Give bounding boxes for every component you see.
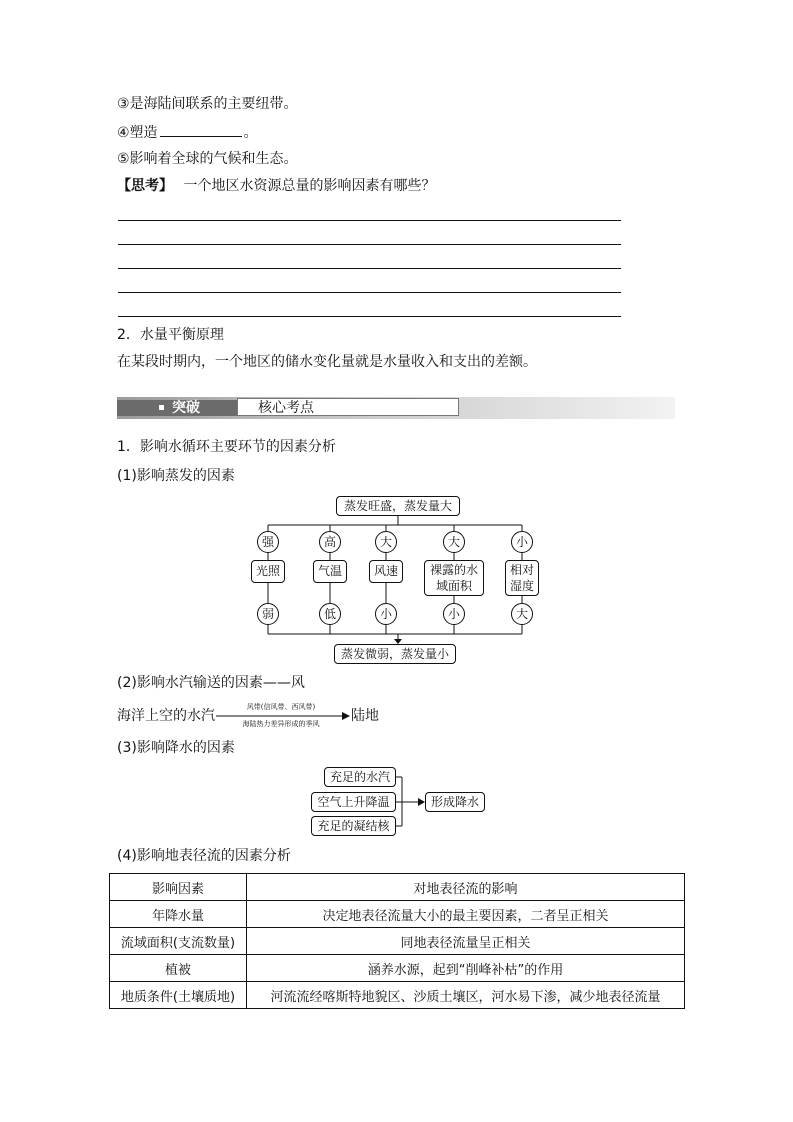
evap-high-circle: 大 <box>375 531 397 553</box>
evap-low-circle: 小 <box>375 603 397 625</box>
evap-factor-label: 域面积 <box>435 579 472 593</box>
intro-line-3: ③是海陆间联系的主要纽带。 <box>117 96 298 112</box>
evap-high-circle: 高 <box>319 531 341 553</box>
table-header-row <box>110 874 685 901</box>
intro-line-5: ⑤影响着全球的气候和生态。 <box>117 151 298 167</box>
evap-factor-label: 光照 <box>255 564 280 578</box>
line4-prefix: ④塑造 <box>117 125 158 141</box>
precip-cause-2: 空气上升降温 <box>311 792 396 812</box>
section2-body: 在某段时期内，一个地区的储水变化量就是水量收入和支出的差额。 <box>117 354 537 370</box>
evap-low-circle: 低 <box>319 603 341 625</box>
vapor-upper-label: 风带(信风带、西风带) <box>246 703 316 711</box>
table-cell: 决定地表径流量大小的最主要因素，二者呈正相关 <box>247 901 685 928</box>
banner-right: 核心考点 <box>237 398 459 416</box>
runoff-table <box>109 873 685 1009</box>
table-cell: 地质条件(土壤质地) <box>110 982 247 1009</box>
evap-factor-label: 相对 <box>509 563 534 577</box>
vapor-lower-label: 海陆热力差异形成的季风 <box>242 720 320 728</box>
evap-subheading: (1)影响蒸发的因素 <box>117 468 235 484</box>
evap-low-box: 蒸发微弱，蒸发量小 <box>334 644 456 664</box>
evap-factor-label: 气温 <box>317 564 342 578</box>
evap-low-circle: 大 <box>511 603 533 625</box>
factors-heading: 1．影响水循环主要环节的因素分析 <box>117 439 336 455</box>
precip-subheading: (3)影响降水的因素 <box>117 740 235 756</box>
table-cell: 植被 <box>110 955 247 982</box>
vapor-subheading: (2)影响水汽输送的因素——风 <box>117 675 305 691</box>
table-row <box>110 928 685 955</box>
table-row <box>110 901 685 928</box>
precip-result: 形成降水 <box>425 792 485 812</box>
table-cell: 同地表径流量呈正相关 <box>247 928 685 955</box>
table-cell: 流域面积(支流数量) <box>110 928 247 955</box>
precip-cause-1: 充足的水汽 <box>324 767 396 787</box>
table-row <box>110 982 685 1009</box>
line4-suffix: 。 <box>243 125 258 141</box>
precip-cause-3: 充足的凝结核 <box>311 816 396 836</box>
evap-factor-label: 风速 <box>373 564 398 578</box>
think-text: 一个地区水资源总量的影响因素有哪些？ <box>183 178 436 194</box>
evap-high-circle: 大 <box>443 531 465 553</box>
evap-factor-label: 裸露的水 <box>429 563 478 577</box>
table-header-cell: 对地表径流的影响 <box>247 874 685 901</box>
vapor-destination: 陆地 <box>351 708 379 724</box>
evap-high-circle: 强 <box>257 531 279 553</box>
table-header-cell: 影响因素 <box>110 874 247 901</box>
table-cell: 年降水量 <box>110 901 247 928</box>
evap-high-circle: 小 <box>511 531 533 553</box>
table-cell: 河流流经喀斯特地貌区、沙质土壤区，河水易下渗，减少地表径流量 <box>247 982 685 1009</box>
runoff-subheading: (4)影响地表径流的因素分析 <box>117 848 291 864</box>
vapor-source: 海洋上空的水汽 <box>117 708 215 724</box>
evap-low-circle: 小 <box>443 603 465 625</box>
think-tag: 【思考】 <box>117 178 173 194</box>
evap-low-circle: 弱 <box>257 603 279 625</box>
evap-factor-label: 湿度 <box>509 579 534 593</box>
evap-high-box: 蒸发旺盛，蒸发量大 <box>336 496 460 516</box>
table-row <box>110 955 685 982</box>
table-cell: 涵养水源，起到“削峰补枯”的作用 <box>247 955 685 982</box>
section2-heading: 2．水量平衡原理 <box>117 327 224 343</box>
banner-left: 突破 <box>117 400 237 416</box>
